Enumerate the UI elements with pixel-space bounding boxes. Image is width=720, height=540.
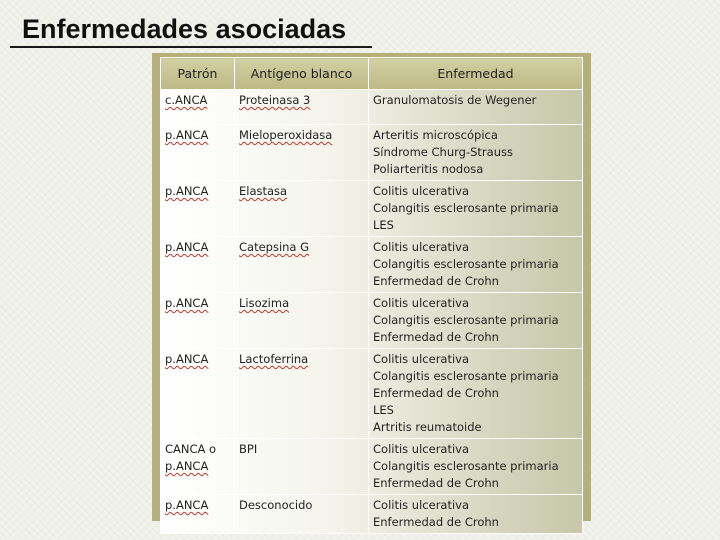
- cell-enfermedad: [369, 90, 583, 125]
- patron-text: p.ANCA: [165, 240, 209, 254]
- cell-patron: [161, 439, 235, 495]
- antigeno-text: Desconocido: [239, 498, 313, 512]
- enfermedad-line: Colangitis esclerosante primaria: [373, 459, 559, 473]
- cell-antigeno: [235, 293, 369, 349]
- antigeno-text: BPI: [239, 442, 258, 456]
- header-enfermedad: Enfermedad: [369, 58, 583, 90]
- table-frame: [152, 53, 591, 529]
- patron-text: p.ANCA: [165, 352, 209, 366]
- patron-text: CANCA o: [165, 442, 217, 456]
- enfermedad-line: Enfermedad de Crohn: [373, 386, 499, 400]
- slide-title: Enfermedades asociadas: [22, 14, 347, 44]
- cell-enfermedad: [369, 181, 583, 237]
- cell-patron: [161, 293, 235, 349]
- cell-patron: [161, 495, 235, 534]
- table-row: [161, 293, 583, 349]
- header-patron: Patrón: [161, 58, 235, 90]
- enfermedad-line: Enfermedad de Crohn: [373, 330, 499, 344]
- antigeno-text: Lisozima: [239, 296, 290, 310]
- patron-text: p.ANCA: [165, 498, 209, 512]
- enfermedad-line: Colangitis esclerosante primaria: [373, 201, 559, 215]
- antigeno-text: Lactoferrina: [239, 352, 309, 366]
- cell-antigeno: [235, 237, 369, 293]
- patron-text: p.ANCA: [165, 459, 209, 473]
- cell-enfermedad: [369, 125, 583, 181]
- table-row: [161, 181, 583, 237]
- table-row: [161, 349, 583, 439]
- patron-text: p.ANCA: [165, 184, 209, 198]
- enfermedad-line: Colitis ulcerativa: [373, 296, 470, 310]
- enfermedad-line: Síndrome Churg-Strauss: [373, 145, 513, 159]
- enfermedad-line: Colitis ulcerativa: [373, 184, 470, 198]
- table-row: [161, 125, 583, 181]
- enfermedad-line: Enfermedad de Crohn: [373, 515, 499, 529]
- cell-antigeno: [235, 181, 369, 237]
- antigeno-text: Catepsina G: [239, 240, 310, 254]
- patron-text: p.ANCA: [165, 128, 209, 142]
- cell-antigeno: [235, 90, 369, 125]
- cell-enfermedad: [369, 495, 583, 534]
- cell-enfermedad: [369, 439, 583, 495]
- cell-antigeno: [235, 439, 369, 495]
- cell-patron: [161, 125, 235, 181]
- anca-table: [160, 57, 583, 534]
- enfermedad-line: Artritis reumatoide: [373, 420, 482, 434]
- cell-enfermedad: [369, 237, 583, 293]
- antigeno-text: Elastasa: [239, 184, 288, 198]
- enfermedad-line: Colangitis esclerosante primaria: [373, 369, 559, 383]
- enfermedad-line: LES: [373, 403, 394, 417]
- enfermedad-line: Poliarteritis nodosa: [373, 162, 484, 176]
- enfermedad-line: Colangitis esclerosante primaria: [373, 313, 559, 327]
- cell-patron: [161, 349, 235, 439]
- table-header-row: [161, 58, 583, 90]
- enfermedad-line: LES: [373, 218, 394, 232]
- enfermedad-line: Colitis ulcerativa: [373, 498, 470, 512]
- enfermedad-line: Granulomatosis de Wegener: [373, 93, 537, 107]
- antigeno-text: Proteinasa 3: [239, 93, 311, 107]
- table-row: [161, 90, 583, 125]
- patron-text: c.ANCA: [165, 93, 208, 107]
- title-underline: [10, 46, 372, 48]
- enfermedad-line: Colangitis esclerosante primaria: [373, 257, 559, 271]
- cell-patron: [161, 181, 235, 237]
- enfermedad-line: Arteritis microscópica: [373, 128, 498, 142]
- antigeno-text: Mieloperoxidasa: [239, 128, 333, 142]
- table-row: [161, 439, 583, 495]
- enfermedad-line: Enfermedad de Crohn: [373, 274, 499, 288]
- cell-antigeno: [235, 125, 369, 181]
- enfermedad-line: Enfermedad de Crohn: [373, 476, 499, 490]
- enfermedad-line: Colitis ulcerativa: [373, 352, 470, 366]
- table-row: [161, 237, 583, 293]
- enfermedad-line: Colitis ulcerativa: [373, 442, 470, 456]
- patron-text: p.ANCA: [165, 296, 209, 310]
- cell-antigeno: [235, 495, 369, 534]
- cell-enfermedad: [369, 349, 583, 439]
- enfermedad-line: Colitis ulcerativa: [373, 240, 470, 254]
- cell-antigeno: [235, 349, 369, 439]
- cell-patron: [161, 237, 235, 293]
- table-row: [161, 495, 583, 534]
- header-antigeno: Antígeno blanco: [235, 58, 369, 90]
- cell-patron: [161, 90, 235, 125]
- cell-enfermedad: [369, 293, 583, 349]
